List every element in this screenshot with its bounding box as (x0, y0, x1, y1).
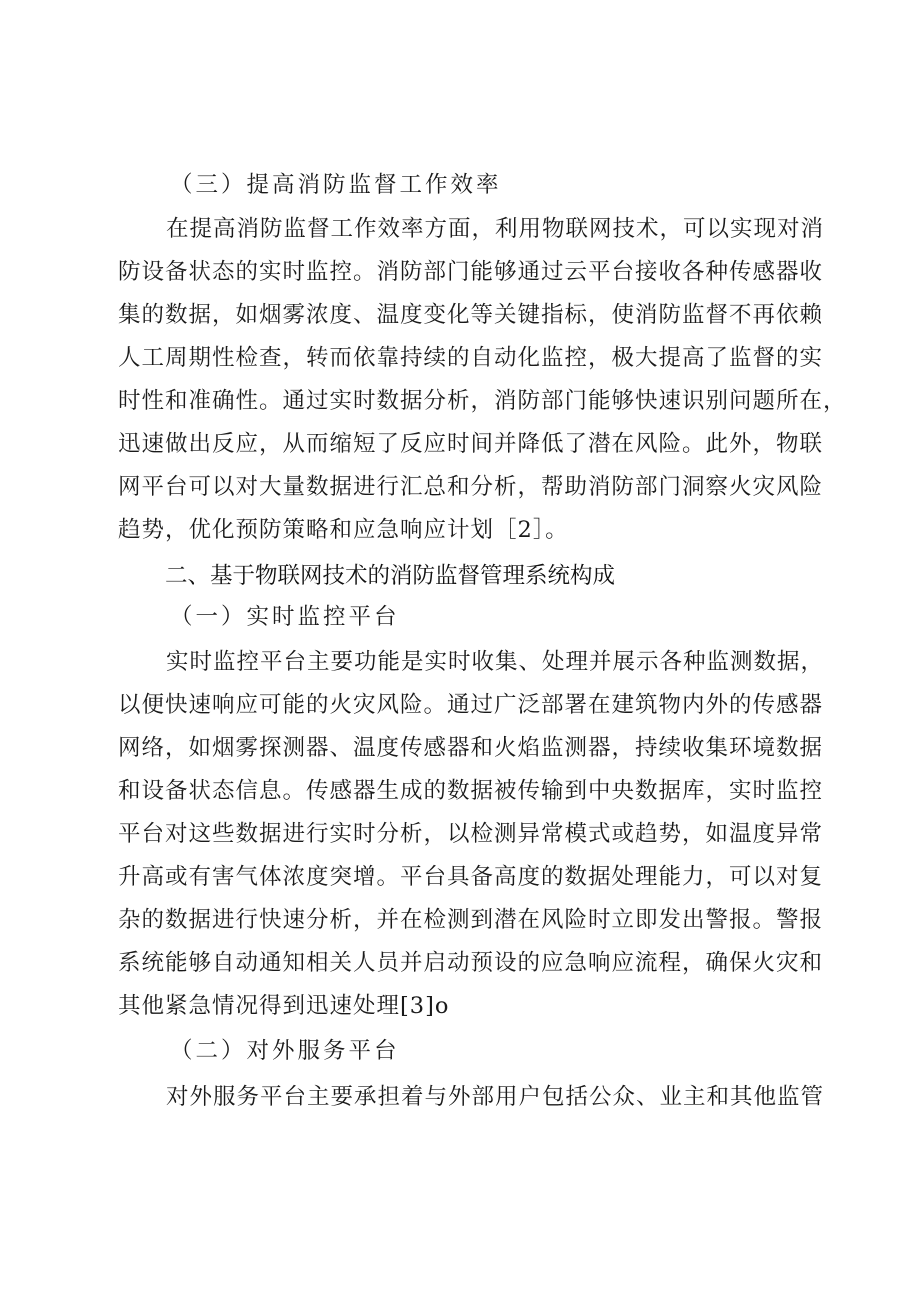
paragraph-line: 和设备状态信息。传感器生成的数据被传输到中央数据库，实时监控 (118, 778, 824, 804)
paragraph-line: 平台对这些数据进行实时分析，以检测异常模式或趋势，如温度异常 (118, 821, 824, 847)
paragraph-line: 集的数据，如烟雾浓度、温度变化等关键指标，使消防监督不再依赖 (118, 302, 824, 328)
paragraph-line: 对外服务平台主要承担着与外部用户包括公众、业主和其他监管 (166, 1084, 825, 1110)
paragraph-line: 人工周期性检查，转而依靠持续的自动化监控，极大提高了监督的实 (118, 345, 824, 371)
paragraph-line: 在提高消防监督工作效率方面，利用物联网技术，可以实现对消 (166, 216, 825, 242)
paragraph-line: 杂的数据进行快速分析，并在检测到潜在风险时立即发出警报。警报 (118, 907, 824, 933)
paragraph-line: 网络，如烟雾探测器、温度传感器和火焰监测器，持续收集环境数据 (118, 735, 824, 761)
paragraph-line: 趋势，优化预防策略和应急响应计划［2］。 (118, 517, 569, 543)
paragraph-line: 升高或有害气体浓度突增。平台具备高度的数据处理能力，可以对复 (118, 864, 824, 890)
paragraph-line: 实时监控平台主要功能是实时收集、处理并展示各种监测数据， (166, 649, 825, 675)
paragraph-line: 迅速做出反应，从而缩短了反应时间并降低了潜在风险。此外，物联 (118, 431, 824, 457)
paragraph-line: 网平台可以对大量数据进行汇总和分析，帮助消防部门洞察火灾风险 (118, 474, 824, 500)
chapter-2-heading: 二、基于物联网技术的消防监督管理系统构成 (165, 563, 616, 589)
paragraph-line: 防设备状态的实时监控。消防部门能够通过云平台接收各种传感器收 (118, 259, 824, 285)
section-3-subheading: （三）提高消防监督工作效率 (170, 172, 502, 198)
section-2-1-subheading: （一）实时监控平台 (170, 604, 400, 630)
paragraph-line: 其他紧急情况得到迅速处理[3]o (118, 993, 450, 1019)
paragraph-line: 系统能够自动通知相关人员并启动预设的应急响应流程，确保火灾和 (118, 950, 824, 976)
section-2-2-subheading: （二）对外服务平台 (170, 1038, 400, 1064)
paragraph-line: 时性和准确性。通过实时数据分析，消防部门能够快速识别问题所在， (118, 388, 847, 414)
paragraph-line: 以便快速响应可能的火灾风险。通过广泛部署在建筑物内外的传感器 (118, 692, 824, 718)
